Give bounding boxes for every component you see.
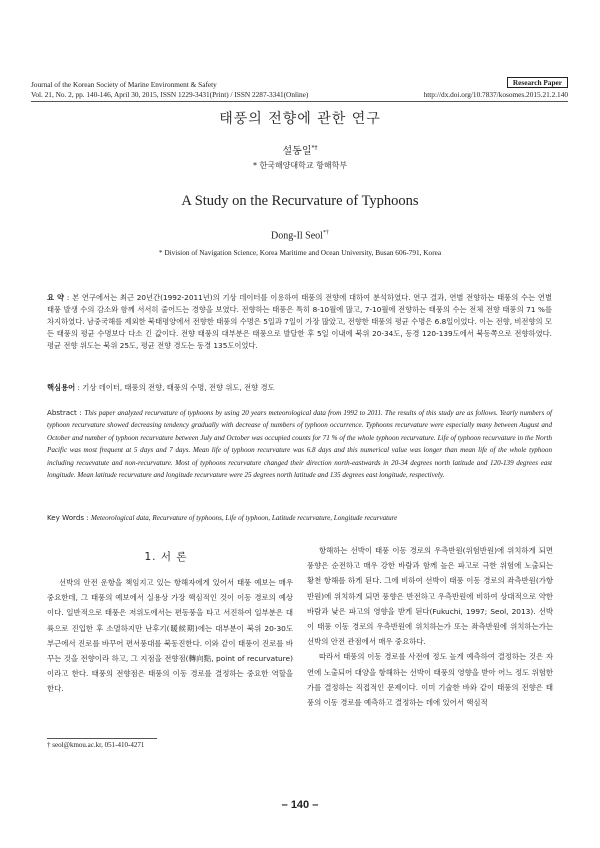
body-column-left bbox=[47, 575, 293, 697]
author-english bbox=[0, 230, 600, 241]
abstract-english bbox=[47, 407, 552, 481]
abstract-korean-label: 요 약 bbox=[47, 293, 65, 302]
body-column-right bbox=[307, 543, 553, 710]
footnote-divider bbox=[47, 738, 157, 739]
page-number: – 140 – bbox=[281, 799, 319, 811]
abstract-english-label: Abstract : bbox=[47, 408, 85, 417]
journal-name: Journal of the Korean Society of Marine Environment & Safety bbox=[31, 80, 217, 89]
author-english-name: Dong-Il Seol bbox=[271, 230, 323, 242]
author-korean-name: 설동일 bbox=[282, 146, 312, 157]
title-korean: 태풍의 전향에 관한 연구 bbox=[219, 111, 381, 127]
author-mark: *† bbox=[311, 144, 318, 152]
header-divider bbox=[31, 101, 568, 102]
body-paragraph: 선박의 안전 운항을 책임지고 있는 항해자에게 있어서 태풍 예보는 매우 중요한데, 그 태풍의 예보에서 실용상 가장 핵심적인 것이 이동 경로의 예상이다. 일반적으로 태풍은 저위도에서는 편동풍을 타고 서진하여 일부분은 대륙으로 진입한 후 소멸하지만 난후기(暖候期)에는 대부분이 북위 20-30도 부근에서 진로를 바꾸어 편서풍대를 북동진한다. 이와 같이 태풍이 진로를 바꾸는 것을 전향이라 하고, 그 지점을 전향점(轉向點, point of recurvature)이라고 한다. 태풍의 전향점은 태풍의 이동 경로를 결정하는 중요한 역할을 한다. bbox=[47, 578, 293, 694]
body-paragraph: 따라서 태풍의 이동 경로를 사전에 정도 높게 예측하여 결정하는 것은 자연에 노출되어 대양을 항해하는 선박이 태풍의 영향을 받아 어느 정도 위험한가를 결정하는 직접적인 문제이다. 이미 기술한 바와 같이 태풍의 전향은 태풍의 이동 경로를 예측하고 결정하는 데에 있어서 핵심적 bbox=[307, 652, 553, 708]
body-paragraph: 항해하는 선박이 태풍 이동 경로의 우측반원(위험반원)에 위치하게 되면 풍향은 순전하고 매우 강한 바람과 함께 높은 파고로 극한 위험에 노출되는 황천 항해를 하게 된다. 그에 비하여 선박이 태풍 이동 경로의 좌측반원(가항반원)에 위치하게 되면 풍향은 반전하고 우측반원에 비하여 상대적으로 약한 바람과 낮은 파고의 영향을 받게 된다(Fukuchi, 1997; Seol, 2013). 선박이 태풍 이동 경로의 우측반원에 위치하는가 또는 좌측반원에 위치하는가는 선박의 안전 관점에서 매우 중요하다. bbox=[307, 546, 553, 647]
affiliation-korean: * 한국해양대학교 항해학부 bbox=[252, 161, 348, 170]
abstract-korean-text: : 본 연구에서는 최근 20년간(1992-2011년)의 기상 데이터를 이용하여 태풍의 전향에 대하여 분석하였다. 연구 결과, 연별 전향하는 태풍의 수는 연별 태풍 발생 수의 감소와 함께 서서히 줄어드는 경향을 보였다. 전향하는 태풍은 특히 8-10월에 많고, 7-10월에 전향하는 태풍의 수는 전체 전향 태풍의 71 %를 차지하였다. 남중국해를 제외한 북태평양에서 전향한 태풍의 수명은 5일과 7일이 가장 많았고, 전향한 태풍의 평균 수명은 6.8일이었다. 이는 전향, 비전향의 모든 태풍의 평균 수명보다 다소 긴 값이다. 전향 태풍의 대부분은 태풍으로 발달한 후 5일 이내에 북위 20-34도, 동경 120-139도에서 북동쪽으로 전향하였다. 평균 전향 위도는 북위 25도, 평균 전향 경도는 동경 135도이었다. bbox=[47, 293, 553, 350]
affiliation-english: * Division of Navigation Science, Korea Maritime and Ocean University, Busan 606-791, Korea bbox=[158, 248, 442, 257]
keywords-korean bbox=[47, 383, 552, 393]
journal-info bbox=[31, 80, 308, 99]
journal-volume: Vol. 21, No. 2, pp. 140-146, April 30, 2015, ISSN 1229-3431(Print) / ISSN 2287-3341(Online) bbox=[31, 89, 309, 99]
keywords-korean-text: : 기상 데이터, 태풍의 전향, 태풍의 수명, 전향 위도, 전향 경도 bbox=[75, 383, 275, 392]
section-heading-introduction: 1. 서 론 bbox=[144, 551, 188, 563]
keywords-english-label: Key Words : bbox=[47, 513, 91, 522]
author-mark-en: *† bbox=[322, 230, 329, 236]
research-paper-badge: Research Paper bbox=[507, 77, 568, 88]
keywords-english-text: Meteorological data, Recurvature of typhoons, Life of typhoon, Latitude recurvature, Longitude recurvature bbox=[90, 514, 398, 522]
title-english: A Study on the Recurvature of Typhoons bbox=[181, 193, 419, 209]
abstract-english-text: This paper analyzed recurvature of typhoons by using 20 years meteorological data from 1992 to 2011. The results of this study are as follows. Yearly numbers of typhoon recurvature showed decreasing tendency gradually with decrease of numbers of typhoon occurrence. Typhoons recurvature were especially many between August and October and number of typhoon recurvature between July and October was occupied counts for 71 % of the whole typhoon recurvature. Life of typhoon recurvature in the North Pacific was most frequent at 5 days and 7 days. Mean life of typhoon recurvature was 6.8 days and this numerical value was longer than mean life of the whole typhoon including recuevatute and non-recurvature. Most of typhoons recurvature changed their direction north-eastwards in 20-34 degrees north latitude and 120-139 degrees east longitude. Mean latitude recurvature and longitude recurvature were 25 degrees north latitude and 135 degrees east longitude, respectively. bbox=[47, 409, 552, 480]
keywords-english bbox=[47, 513, 552, 522]
abstract-korean bbox=[47, 292, 552, 352]
doi-link[interactable]: http://dx.doi.org/10.7837/kosomes.2015.21.2.140 bbox=[423, 90, 568, 99]
footnote-contact: † seol@kmou.ac.kr, 051-410-4271 bbox=[47, 741, 145, 749]
author-korean bbox=[0, 142, 600, 157]
keywords-korean-label: 핵심용어 bbox=[47, 383, 76, 392]
